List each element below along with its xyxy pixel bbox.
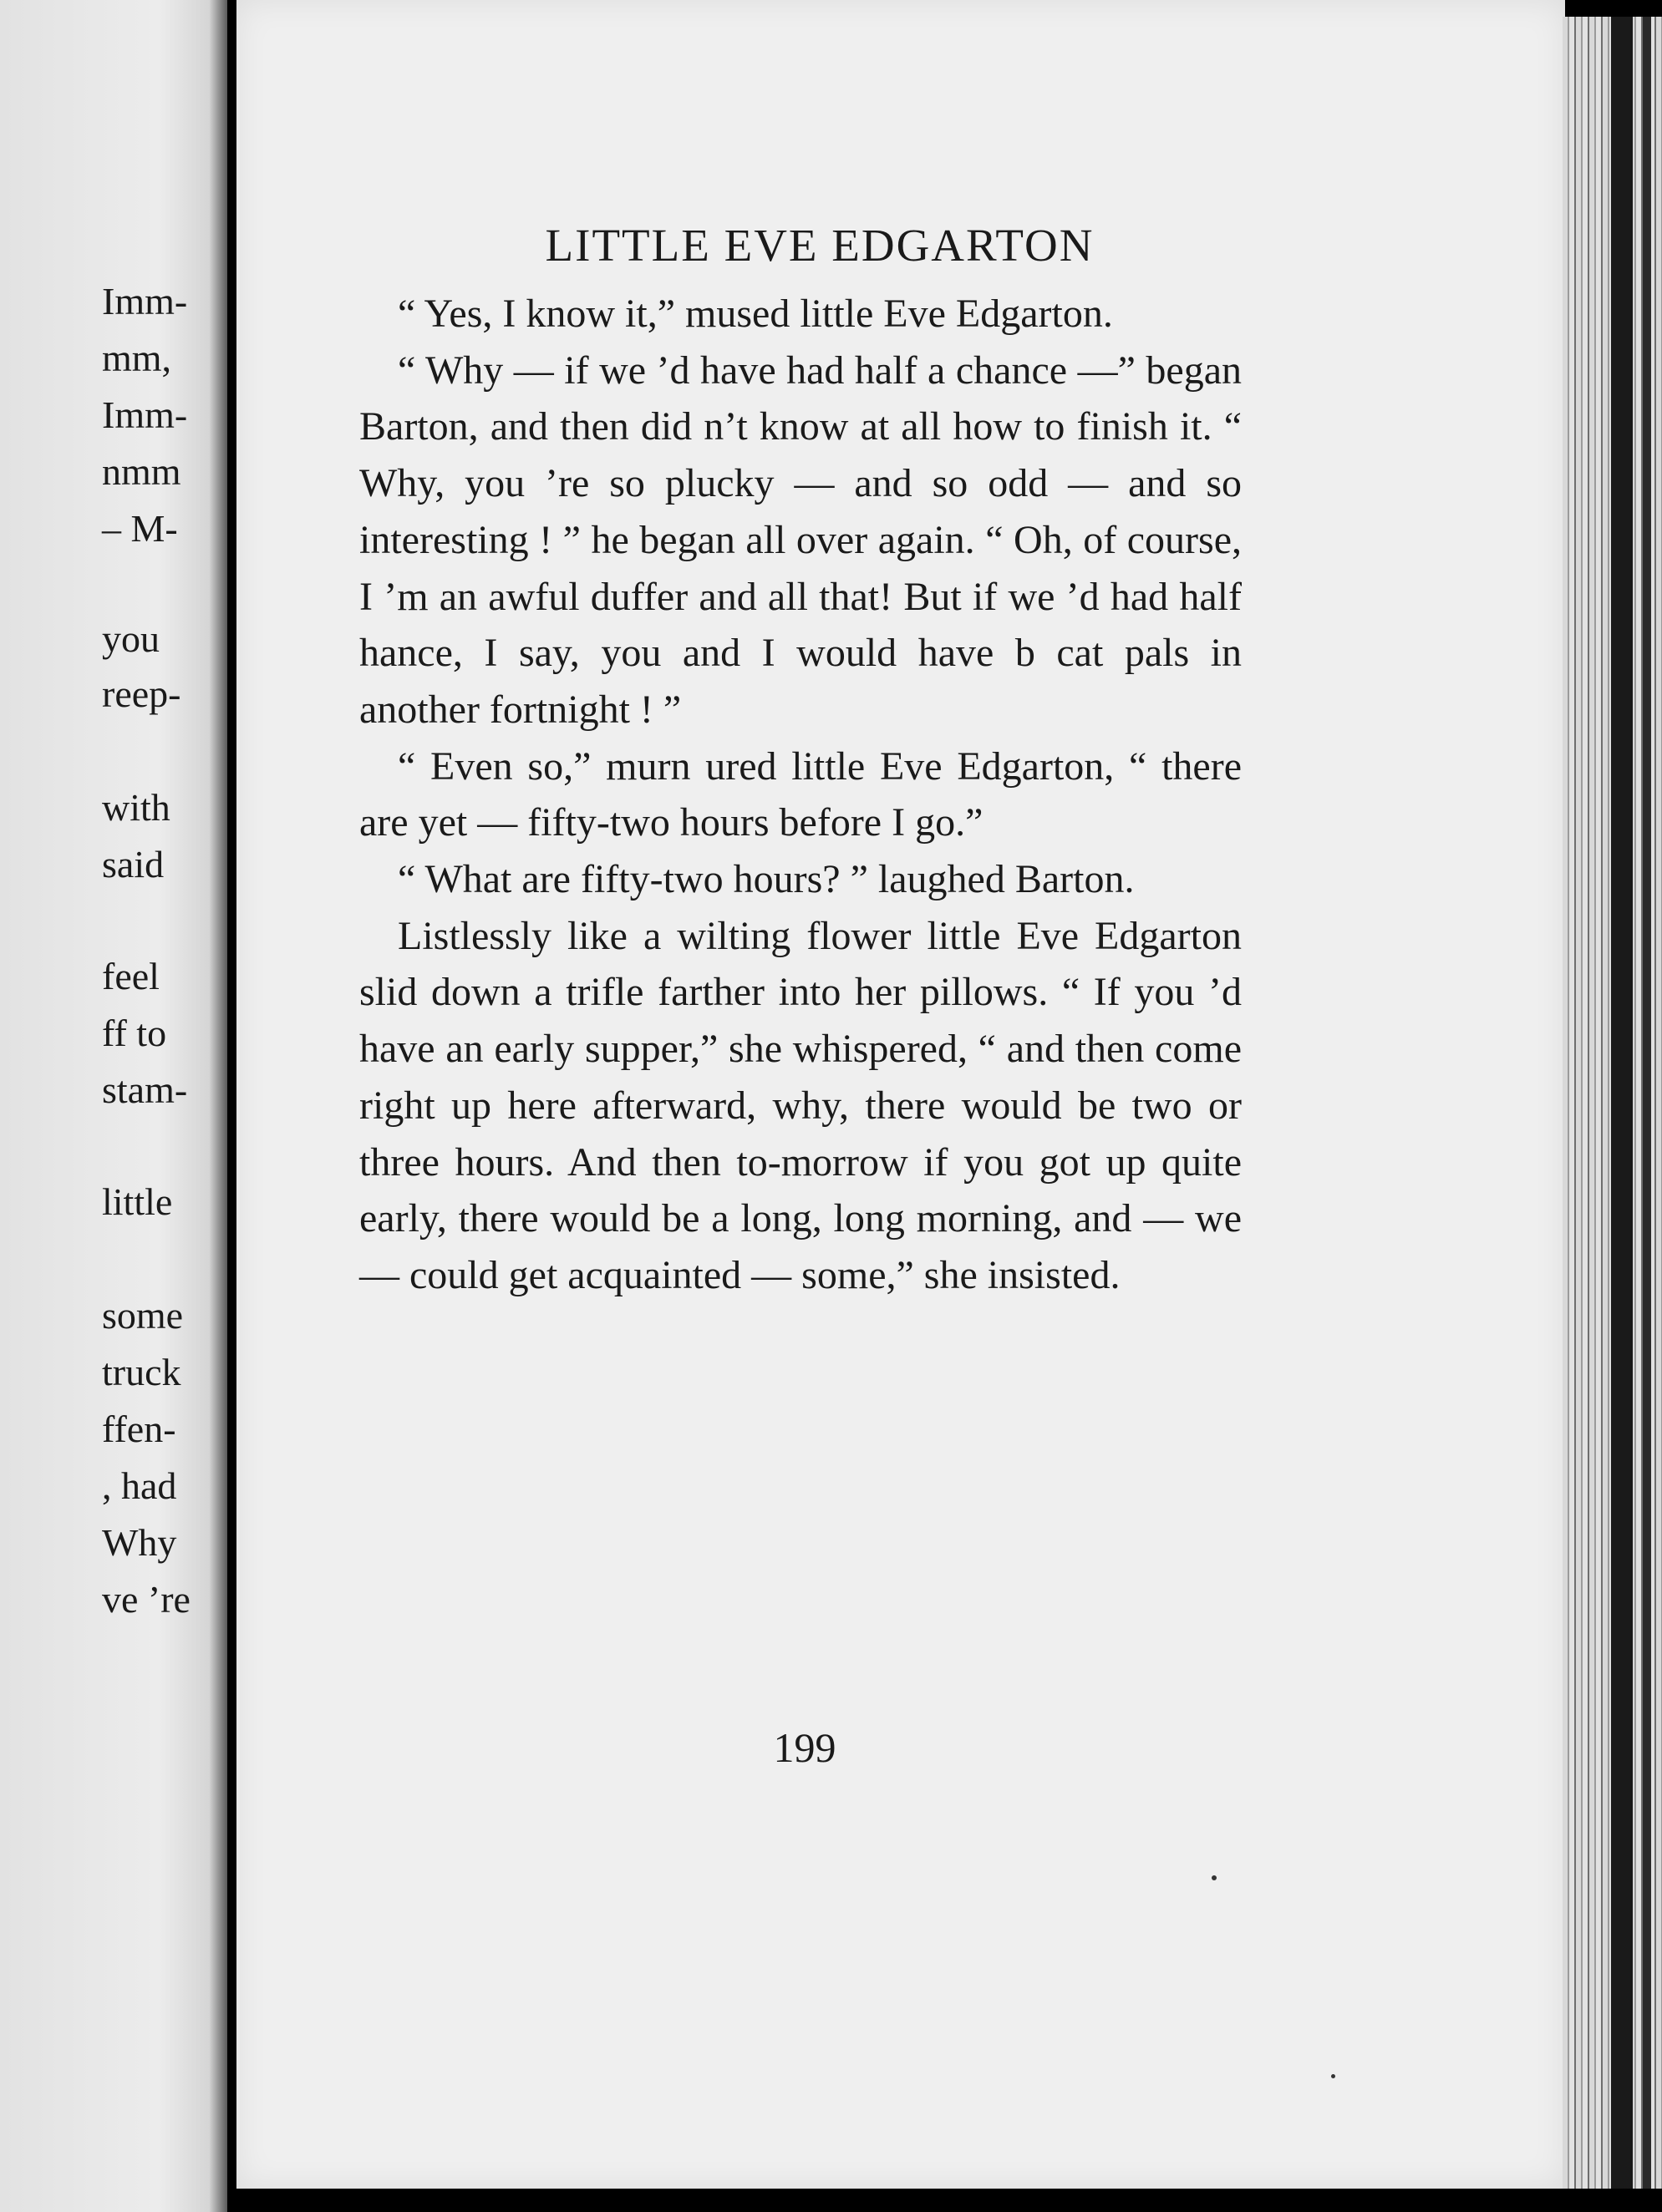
- left-page-fragment: feel: [102, 955, 160, 997]
- left-page-fragment: truck: [102, 1351, 181, 1393]
- left-page-fragment: reep-: [102, 672, 181, 715]
- left-page-fragment: nmm: [102, 450, 181, 493]
- left-page-fragment: ve ’re: [102, 1578, 191, 1621]
- left-page-fragment: with: [102, 786, 170, 829]
- left-page-fragment: said: [102, 843, 165, 885]
- left-page-fragment: little: [102, 1180, 173, 1223]
- paragraph: “ What are fifty-two hours? ” laughed Barton.: [398, 857, 1135, 902]
- paragraph: “ Yes, I know it,” mused little Eve Edgarton.: [398, 292, 1113, 336]
- paragraph: “ Why — if we ’d have had half a chance —” began Barton, and then did n’t know at all how to finish it. “ Why, you ’re so plucky — and so odd — and so interesting ! ” he began all over again. “ Oh, of course, I ’m an awful duffer and all that! But if we ’d had half hance, I say, you and I would have b cat pals in another fortnight ! ”: [359, 348, 1242, 732]
- left-page-fragment: stam-: [102, 1068, 188, 1111]
- left-page-fragment: , had: [102, 1464, 177, 1507]
- left-page-fragment: ffen-: [102, 1408, 176, 1450]
- left-page-fragment: – M-: [102, 507, 178, 550]
- print-speck: [1212, 1875, 1217, 1880]
- left-page-fragment: Why: [102, 1521, 177, 1564]
- paragraph: “ Even so,” murn ured little Eve Edgarton, “ there are yet — fifty-two hours before I go.”: [359, 743, 1242, 845]
- left-page-fragment: some: [102, 1294, 184, 1337]
- left-page-fragment: ff to: [102, 1012, 167, 1054]
- left-page-fragment: mm,: [102, 337, 172, 379]
- page-edge-shadow: [1643, 17, 1651, 2189]
- print-speck: [1331, 2074, 1335, 2078]
- left-page-fragment: you: [102, 617, 160, 660]
- paragraph: Listlessly like a wilting flower little Eve Edgarton slid down a trifle farther into her pillows. “ If you ’d have an early supper,” she whispered, “ and then come right up here afterward, why, there would be two or three hours. And then to-morrow if you got up quite early, there would be a long, long morning, and — we — could get acquainted — some,” she insisted.: [359, 913, 1242, 1297]
- left-page-fragment: Imm-: [102, 280, 188, 322]
- page-number: 199: [773, 1724, 836, 1771]
- running-head: LITTLE EVE EDGARTON: [545, 220, 1095, 271]
- left-facing-page: [0, 0, 227, 2212]
- book-page: [236, 0, 1565, 2189]
- left-page-fragment: Imm-: [102, 393, 188, 436]
- page-edge-shadow: [1611, 17, 1633, 2189]
- body-text: [359, 286, 1242, 1304]
- page-edges: [1563, 17, 1662, 2189]
